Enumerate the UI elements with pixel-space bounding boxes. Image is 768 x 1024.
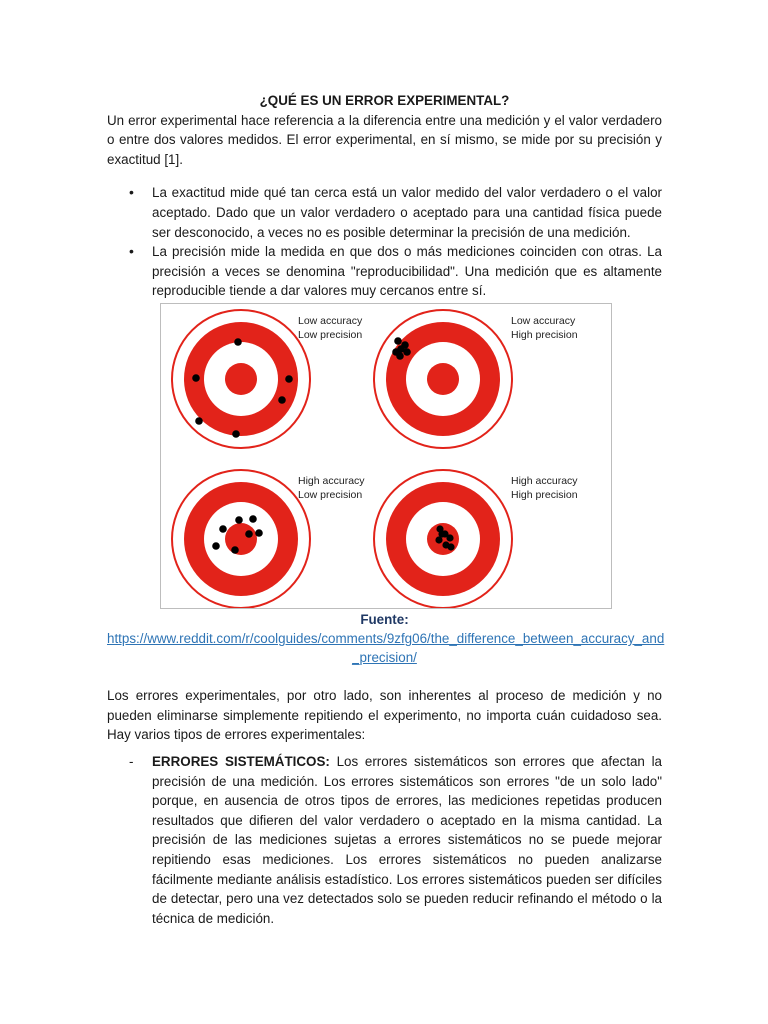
bullet-list (107, 183, 662, 301)
errors-paragraph: Los errores experimentales, por otro lado, son inherentes al proceso de medición y no pueden eliminarse simplemente repitiendo el experimento, no importa cuán cuidadoso sea. Hay varios tipos de errores experimentales: (107, 688, 662, 743)
error-type-text: Los errores sistemáticos son errores que afectan la precisión de una medición. Los errores sistemáticos son errores "de un solo lado" porque, en ausencia de otros tipos de errores, las mediciones repetidas producen resultados que difieren del valor verdadero o aceptado en la misma cantidad. La precisión de las mediciones sujetas a errores sistemáticos no se puede mejorar repitiendo esas mediciones. Los errores sistemáticos no pueden analizarse fácilmente mediante análisis estadístico. Los errores sistemáticos pueden ser difíciles de detectar, pero una vez detectados solo se pueden reducir refinando el método o la técnica de medición. (152, 754, 662, 926)
source-link-line1[interactable]: https://www.reddit.com/r/coolguides/comments/9zfg06/the_difference_between_accuracy_and (107, 631, 665, 646)
intro-paragraph: Un error experimental hace referencia a la diferencia entre una medición y el valor verdadero o entre dos valores medidos. El error experimental, en sí mismo, se mide por su precisión y exactitud [1]. (107, 112, 662, 167)
hit-dot (195, 417, 203, 425)
target-bullseye (225, 363, 257, 395)
target-label-line2: High precision (511, 329, 578, 341)
hit-dot (234, 338, 242, 346)
bullet-item-exactitud: • La exactitud mide qué tan cerca está un valor medido del valor verdadero o el valor aceptado. Dado que un valor verdadero o aceptado para una cantidad física puede ser desconocido, a veces no es posible determinar la precisión de una medición. (107, 183, 662, 242)
error-type-item-systematic (107, 752, 662, 928)
targets-svg (161, 304, 611, 608)
target-label-line1: High accuracy (298, 475, 365, 487)
hit-dot (438, 530, 445, 537)
hit-dot (212, 542, 220, 550)
target-label-line1: Low accuracy (511, 315, 576, 327)
target-high-accuracy-high-precision (374, 470, 578, 608)
hit-dot (219, 525, 227, 533)
source-label: Fuente: (360, 612, 409, 627)
error-types-list (107, 752, 662, 928)
source-link-wrap-2 (107, 648, 662, 667)
target-bullseye (225, 523, 257, 555)
hit-dot (447, 543, 454, 550)
hit-dot (249, 515, 257, 523)
hit-dot (245, 530, 253, 538)
hit-dot (231, 546, 239, 554)
hit-dot (192, 374, 200, 382)
target-label-line1: High accuracy (511, 475, 578, 487)
target-low-accuracy-low-precision (172, 310, 363, 448)
hit-dot (394, 337, 402, 345)
target-high-accuracy-low-precision (172, 470, 365, 608)
target-label-line2: Low precision (298, 329, 363, 341)
hit-dot (255, 529, 263, 537)
hit-dot (278, 396, 286, 404)
hit-dot (285, 375, 293, 383)
target-bullseye (427, 363, 459, 395)
target-label-line2: Low precision (298, 489, 363, 501)
page-title: ¿QUÉ ES UN ERROR EXPERIMENTAL? (259, 93, 510, 108)
source-link-line2[interactable]: _precision/ (352, 650, 417, 665)
target-low-accuracy-high-precision (374, 310, 578, 448)
bullet-item-precision: • La precisión mide la medida en que dos o más mediciones coinciden con otras. La precisión a veces se denomina "reproducibilidad". Una medición que es altamente reproducible tiende a dar valores muy cercanos entre sí. (107, 242, 662, 301)
error-type-heading: ERRORES SISTEMÁTICOS: (152, 754, 330, 769)
target-label-line1: Low accuracy (298, 315, 363, 327)
hit-dot (235, 516, 243, 524)
document-body (107, 91, 662, 301)
accuracy-precision-figure (160, 303, 612, 609)
hit-dot (232, 430, 240, 438)
figure-source (107, 610, 665, 667)
hit-dot (396, 352, 404, 360)
hit-dot (446, 534, 453, 541)
list-dash: - (129, 754, 134, 769)
target-label-line2: High precision (511, 489, 578, 501)
hit-dot (403, 348, 411, 356)
source-link-wrap (107, 629, 665, 648)
